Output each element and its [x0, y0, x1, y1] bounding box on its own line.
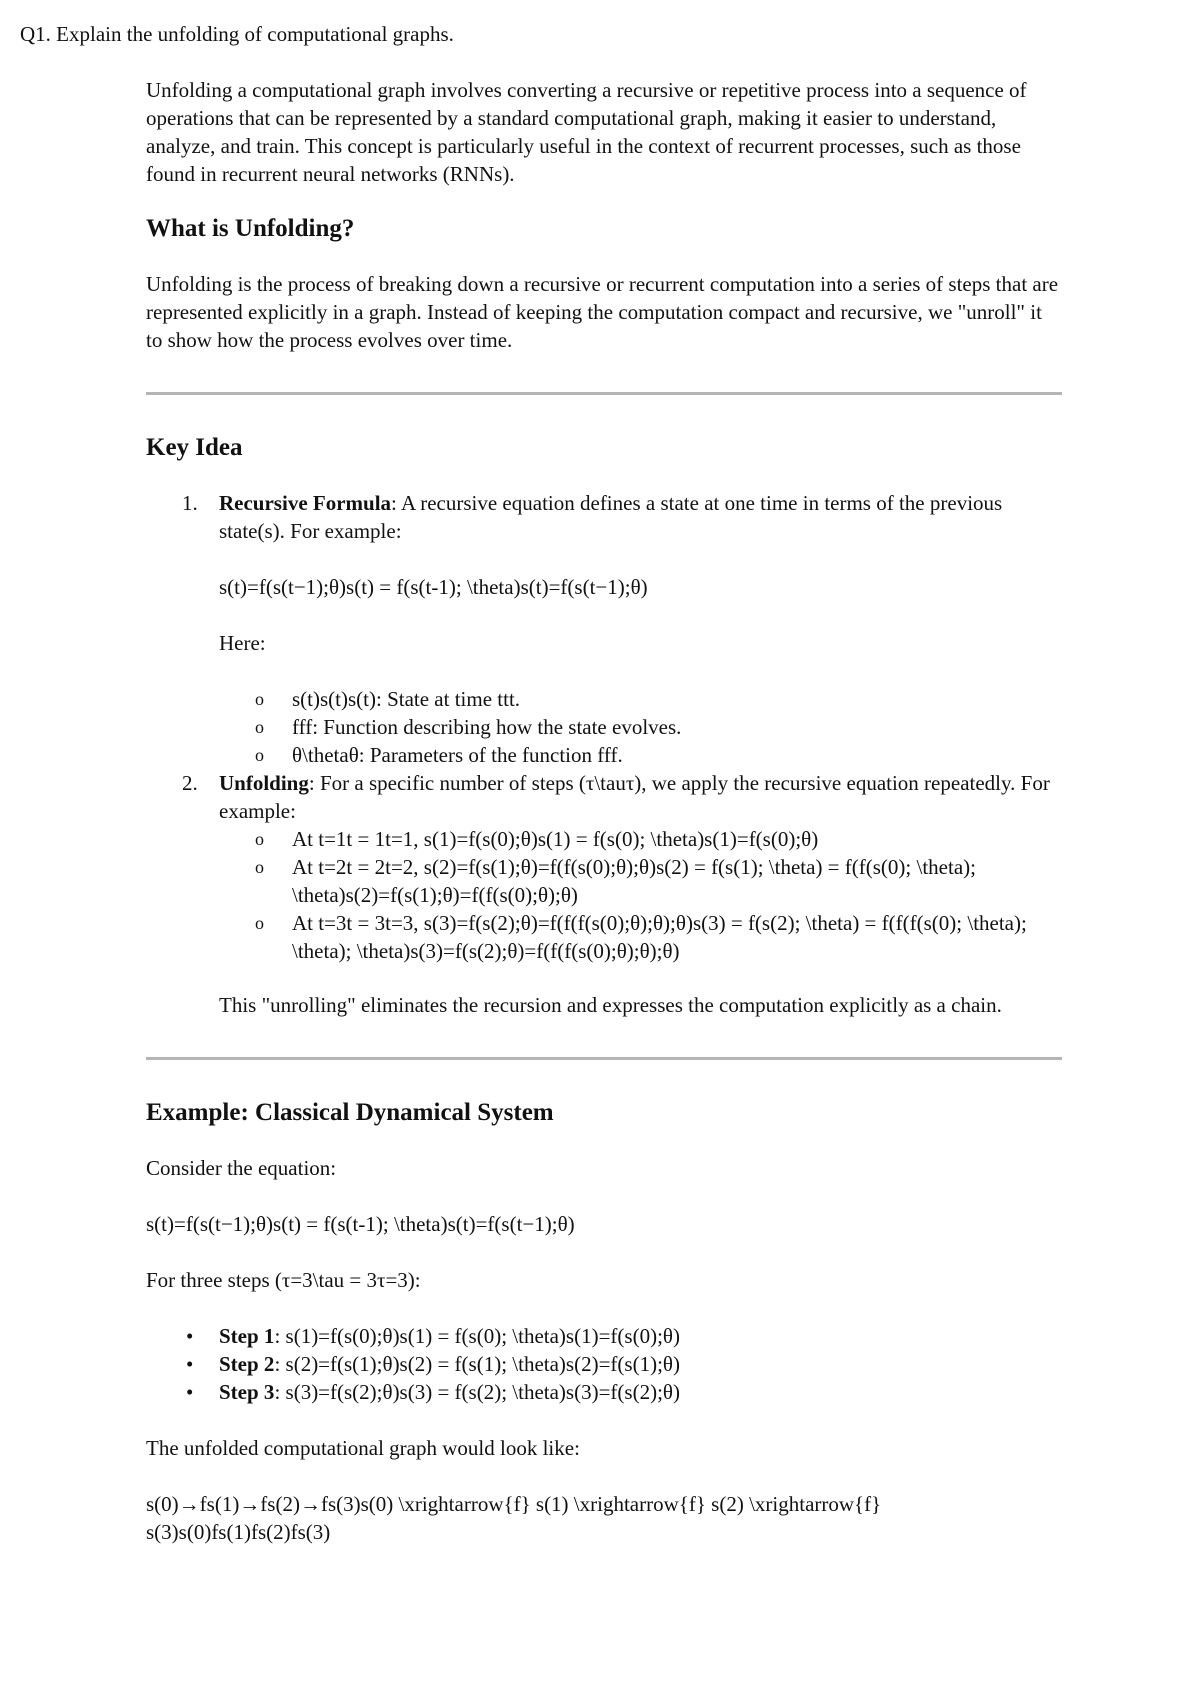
list-item: o At t=3t = 3t=3, s(3)=f(s(2);θ)=f(f(f(s(0);θ);θ);θ)s(3) = f(s(2); \theta) = f(f(f(s(0); \theta); \theta); \theta)s(3)=f(s(2);θ)=f(f(f(s(0);θ);θ);θ) — [255, 911, 1027, 963]
example-formula: s(t)=f(s(t−1);θ)s(t) = f(s(t-1); \theta)s(t)=f(s(t−1);θ) — [146, 1212, 575, 1236]
circle-bullet-icon: o — [255, 689, 264, 709]
circle-bullet-icon: o — [255, 913, 264, 933]
steps-list — [146, 1322, 1062, 1406]
circle-bullet-icon: o — [255, 829, 264, 849]
item-text: : A recursive equation defines a state at one time in terms of the previous state(s). For example: — [219, 491, 1003, 543]
list-item: o At t=2t = 2t=2, s(2)=f(s(1);θ)=f(f(s(0);θ);θ)s(2) = f(s(1); \theta) = f(f(s(0); \theta); \theta)s(2)=f(s(1);θ)=f(f(s(0);θ);θ) — [255, 855, 976, 907]
consider-text: Consider the equation: — [146, 1156, 337, 1180]
list-item — [146, 769, 1062, 1019]
what-paragraph: Unfolding is the process of breaking down a recursive or recurrent computation into a series of steps that are represented explicitly in a graph. Instead of keeping the computation compact and recursive, we "unroll" it to show how the process evolves over time. — [146, 272, 1059, 352]
bullet-icon: • — [186, 1380, 194, 1404]
question-title: Q1. Explain the unfolding of computational graphs. — [20, 22, 454, 46]
list-item: o At t=1t = 1t=1, s(1)=f(s(0);θ)s(1) = f(s(0); \theta)s(1)=f(s(0);θ) — [255, 827, 819, 851]
item-label: Recursive Formula — [219, 491, 392, 515]
section-divider — [146, 1057, 1062, 1060]
bullet-icon: • — [186, 1352, 194, 1376]
list-item: • Step 3: s(3)=f(s(2);θ)s(3) = f(s(2); \theta)s(3)=f(s(2);θ) — [186, 1380, 680, 1404]
section-divider — [146, 392, 1062, 395]
key-heading: Key Idea — [146, 434, 243, 461]
definition-list — [219, 685, 1062, 769]
steps-intro: For three steps (τ=3\tau = 3τ=3): — [146, 1268, 421, 1292]
list-item: • Step 1: s(1)=f(s(0);θ)s(1) = f(s(0); \theta)s(1)=f(s(0);θ) — [186, 1324, 680, 1348]
intro-paragraph: Unfolding a computational graph involves converting a recursive or repetitive process into a sequence of operations that can be represented by a standard computational graph, making it easier to understand, analyze, and train. This concept is particularly useful in the context of recurrent processes, such as those found in recurrent neural networks (RNNs). — [146, 78, 1027, 186]
answer-content — [146, 76, 1062, 1546]
unfolded-graph-formula: s(0)→fs(1)→fs(2)→fs(3)s(0) \xrightarrow{f} s(1) \xrightarrow{f} s(2) \xrightarrow{f} s(3)s(0)fs(1)fs(2)fs(3) — [146, 1492, 882, 1544]
circle-bullet-icon: o — [255, 745, 264, 765]
circle-bullet-icon: o — [255, 857, 264, 877]
circle-bullet-icon: o — [255, 717, 264, 737]
item-number: 2. — [182, 771, 198, 795]
list-item: o θ\thetaθ: Parameters of the function fff. — [255, 743, 623, 767]
here-label: Here: — [219, 631, 266, 655]
unfolding-steps-list — [219, 825, 1062, 965]
item-number: 1. — [182, 491, 198, 515]
item-label: Unfolding — [219, 771, 309, 795]
what-heading: What is Unfolding? — [146, 215, 355, 242]
list-item: o fff: Function describing how the state evolves. — [255, 715, 682, 739]
list-item: • Step 2: s(2)=f(s(1);θ)s(2) = f(s(1); \theta)s(2)=f(s(1);θ) — [186, 1352, 680, 1376]
recursive-formula: s(t)=f(s(t−1);θ)s(t) = f(s(t-1); \theta)s(t)=f(s(t−1);θ) — [219, 575, 648, 599]
list-item: o s(t)s(t)s(t): State at time ttt. — [255, 687, 521, 711]
bullet-icon: • — [186, 1324, 194, 1348]
unrolling-conclusion: This "unrolling" eliminates the recursion and expresses the computation explicitly as a chain. — [219, 993, 1002, 1017]
example-heading: Example: Classical Dynamical System — [146, 1099, 554, 1126]
graph-intro: The unfolded computational graph would look like: — [146, 1436, 580, 1460]
key-list — [146, 489, 1062, 1019]
item-text: : For a specific number of steps (τ\tauτ), we apply the recursive equation repeatedly. For example: — [219, 771, 1050, 823]
list-item — [146, 489, 1062, 769]
